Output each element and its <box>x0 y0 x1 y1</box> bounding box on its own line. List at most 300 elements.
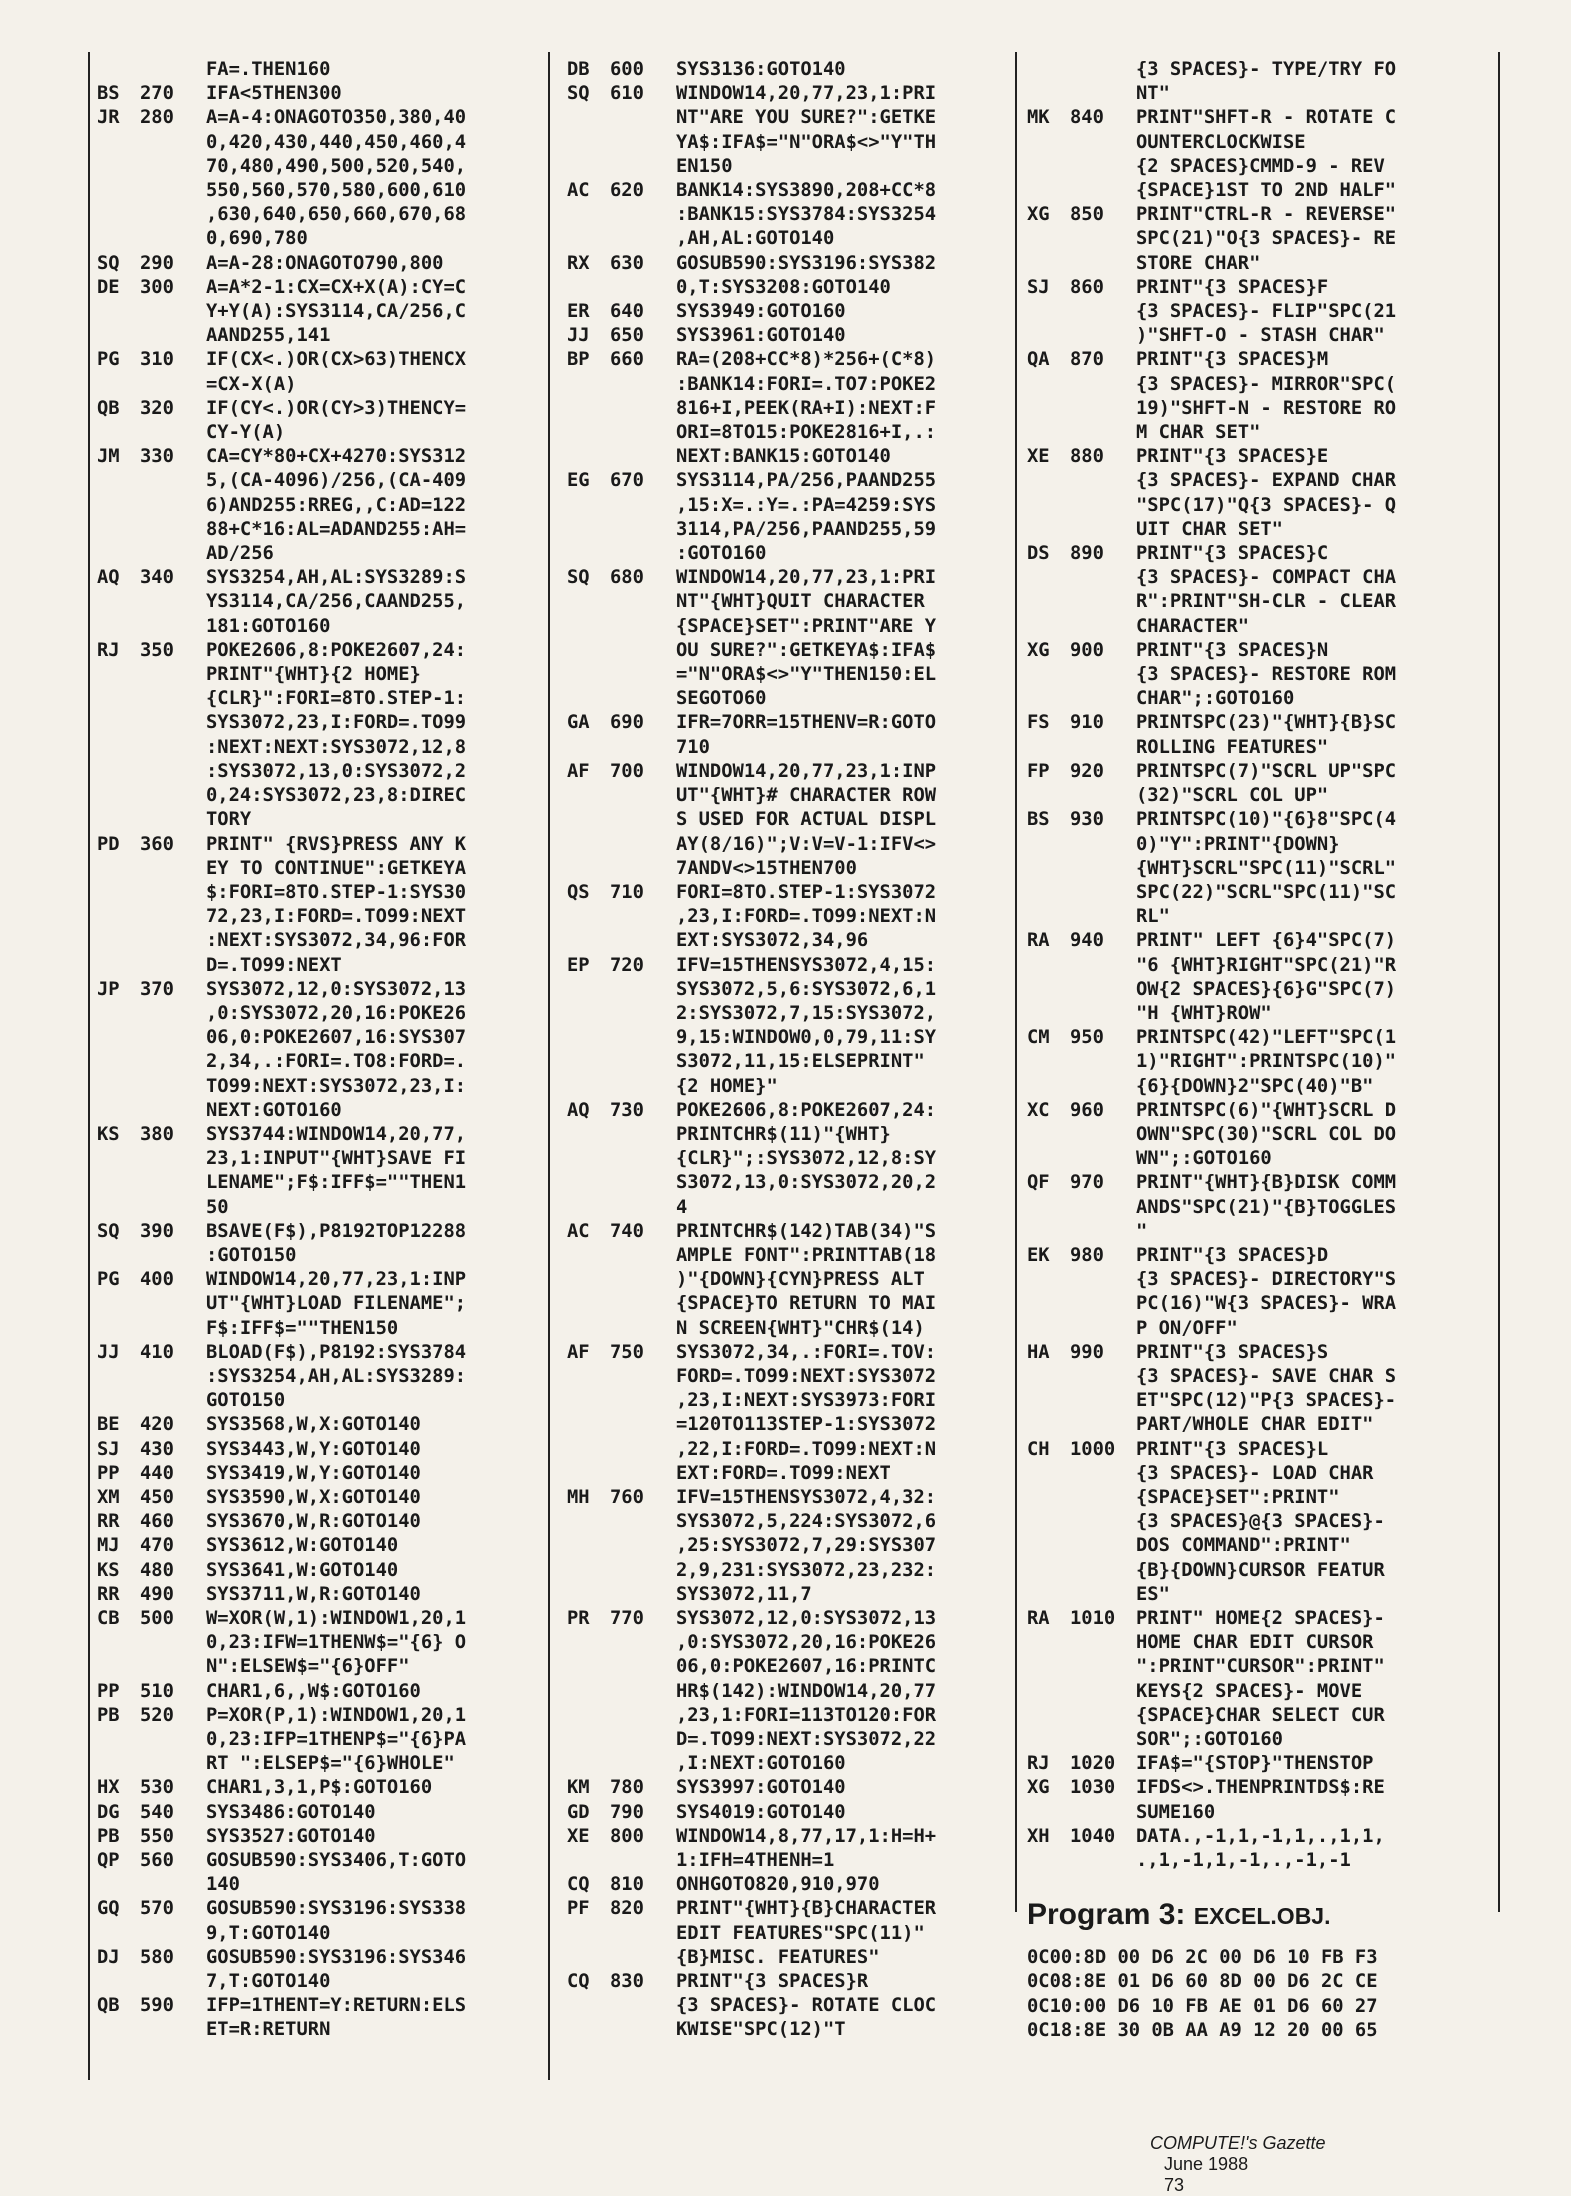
checksum <box>1027 1680 1070 1704</box>
line-number <box>610 542 676 566</box>
checksum: BS <box>1027 809 1050 831</box>
code-text: WN";:GOTO160 <box>1136 1148 1272 1170</box>
line-number <box>610 1292 676 1316</box>
listing-line <box>567 760 1007 784</box>
line-number: 910 <box>1070 712 1104 734</box>
line-number: 990 <box>1070 1341 1104 1363</box>
line-number <box>1070 1050 1136 1074</box>
listing-line <box>1027 542 1497 566</box>
listing-line <box>1027 469 1497 493</box>
line-number <box>610 978 676 1002</box>
code-text: 72,23,I:FORD=.TO99:NEXT <box>206 906 467 928</box>
code-text: SYS3568,W,X:GOTO140 <box>206 1414 421 1436</box>
checksum <box>97 542 140 566</box>
code-text: FA=.THEN160 <box>206 59 331 80</box>
checksum <box>97 1970 140 1994</box>
code-text: NEXT:GOTO160 <box>206 1099 342 1121</box>
line-number: 630 <box>610 252 644 274</box>
listing-line <box>1027 324 1497 348</box>
checksum <box>97 929 140 953</box>
line-number <box>610 397 676 421</box>
listing-line <box>97 348 537 372</box>
listing-line <box>97 1147 537 1171</box>
code-text: {3 SPACES}- LOAD CHAR <box>1136 1462 1374 1484</box>
page-footer <box>1140 2112 1326 2196</box>
line-number: 800 <box>610 1825 644 1847</box>
code-text: GOSUB590:SYS3196:SYS346 <box>206 1946 467 1968</box>
listing-line <box>97 1171 537 1195</box>
checksum <box>97 1752 140 1776</box>
code-text: {SPACE}TO RETURN TO MAI <box>676 1293 937 1315</box>
checksum: RA <box>1027 1608 1050 1629</box>
listing-line <box>567 1147 1007 1171</box>
listing-line <box>97 421 537 445</box>
checksum <box>1027 1002 1070 1026</box>
code-text: )"{DOWN}{CYN}PRESS ALT <box>676 1269 925 1291</box>
issue-date: June 1988 <box>1164 2154 1249 2174</box>
listing-line <box>567 131 1007 155</box>
code-text: SYS3997:GOTO140 <box>676 1777 846 1799</box>
code-text: WINDOW14,20,77,23,1:INP <box>206 1269 467 1291</box>
listing-line <box>1027 1341 1497 1365</box>
listing-line <box>97 1510 537 1534</box>
listing-line <box>97 1050 537 1074</box>
line-number <box>140 1752 206 1776</box>
listing-line <box>567 1559 1007 1583</box>
checksum <box>1027 1389 1070 1413</box>
checksum <box>567 1655 610 1679</box>
line-number <box>140 687 206 711</box>
line-number <box>610 445 676 469</box>
code-text: ,15:X=.:Y=.:PA=4259:SYS <box>676 494 937 516</box>
line-number <box>1070 615 1136 639</box>
listing-line <box>567 1413 1007 1437</box>
code-text: NT" <box>1136 83 1170 105</box>
code-text: SYS3072,23,I:FORD=.TO99 <box>206 712 467 734</box>
line-number <box>1070 1801 1136 1825</box>
code-text: CA=CY*80+CX+4270:SYS312 <box>206 446 467 468</box>
checksum <box>567 1026 610 1050</box>
checksum <box>1027 881 1070 905</box>
checksum <box>1027 784 1070 808</box>
checksum <box>1027 1583 1070 1607</box>
checksum <box>97 857 140 881</box>
listing-line <box>1027 1462 1497 1486</box>
code-text: 5,(CA-4096)/256,(CA-409 <box>206 470 467 492</box>
listing-line <box>97 1341 537 1365</box>
listing-line <box>1027 1825 1497 1849</box>
listing-line <box>567 324 1007 348</box>
listing-line <box>1027 736 1497 760</box>
code-text: "H {WHT}ROW" <box>1136 1002 1272 1024</box>
line-number <box>140 1244 206 1268</box>
listing-line <box>567 1171 1007 1195</box>
checksum <box>97 373 140 397</box>
code-text: {B}MISC. FEATURES" <box>676 1946 880 1968</box>
line-number <box>1070 1704 1136 1728</box>
code-text: IFR=7ORR=15THENV=R:GOTO <box>676 712 937 734</box>
listing-line <box>97 324 537 348</box>
listing-line <box>1027 615 1497 639</box>
code-text: SYS3072,12,0:SYS3072,13 <box>206 978 467 1000</box>
line-number: 590 <box>140 1995 174 2017</box>
line-number <box>140 542 206 566</box>
line-number <box>1070 82 1136 106</box>
checksum <box>567 1196 610 1220</box>
code-text: LENAME";F$:IFF$=""THEN1 <box>206 1172 467 1194</box>
listing-line <box>1027 1244 1497 1268</box>
code-text: PRINT" HOME{2 SPACES}- <box>1136 1608 1385 1629</box>
line-number <box>140 1099 206 1123</box>
line-number: 870 <box>1070 349 1104 371</box>
checksum <box>1027 566 1070 590</box>
code-text: M CHAR SET" <box>1136 422 1261 444</box>
code-text: {3 SPACES}- FLIP"SPC(21 <box>1136 301 1397 323</box>
checksum <box>567 808 610 832</box>
listing-line <box>567 711 1007 735</box>
line-number <box>1070 566 1136 590</box>
checksum: EP <box>567 954 590 976</box>
code-text: A=A-4:ONAGOTO350,380,40 <box>206 107 467 129</box>
code-text: PRINT" {RVS}PRESS ANY K <box>206 833 467 855</box>
checksum <box>567 494 610 518</box>
code-text: SPC(21)"O{3 SPACES}- RE <box>1136 228 1397 250</box>
checksum <box>97 1026 140 1050</box>
code-text: =120TO113STEP-1:SYS3072 <box>676 1414 937 1436</box>
checksum <box>1027 833 1070 857</box>
line-number: 890 <box>1070 543 1104 565</box>
code-text: ,0:SYS3072,20,16:POKE26 <box>206 1002 467 1024</box>
line-number: 700 <box>610 760 644 782</box>
code-text: UIT CHAR SET" <box>1136 518 1283 540</box>
checksum <box>567 373 610 397</box>
checksum <box>567 905 610 929</box>
code-text: SYS3136:GOTO140 <box>676 59 846 80</box>
code-text: 06,0:POKE2607,16:PRINTC <box>676 1656 937 1678</box>
listing-line <box>567 615 1007 639</box>
checksum: AF <box>567 760 590 782</box>
checksum <box>567 1438 610 1462</box>
code-text: RT ":ELSEP$="{6}WHOLE" <box>206 1753 455 1775</box>
listing-line <box>1027 590 1497 614</box>
code-text: PRINT"{WHT}{B}DISK COMM <box>1136 1172 1397 1194</box>
line-number <box>140 929 206 953</box>
code-text: ORI=8TO15:POKE2816+I,.: <box>676 422 937 444</box>
line-number <box>610 106 676 130</box>
line-number <box>1070 518 1136 542</box>
line-number: 510 <box>140 1680 174 1702</box>
line-number <box>610 1438 676 1462</box>
code-text: " <box>1136 1220 1148 1242</box>
code-text: HR$(142):WINDOW14,20,77 <box>676 1680 937 1702</box>
page-number: 73 <box>1164 2175 1185 2195</box>
checksum <box>567 1050 610 1074</box>
checksum <box>97 881 140 905</box>
line-number <box>1070 1486 1136 1510</box>
line-number: 720 <box>610 954 644 976</box>
line-number: 340 <box>140 567 174 589</box>
listing-line <box>567 494 1007 518</box>
listing-line <box>567 179 1007 203</box>
line-number <box>610 784 676 808</box>
checksum: XE <box>1027 446 1050 468</box>
line-number: 760 <box>610 1486 644 1508</box>
code-text: PRINT"{3 SPACES}M <box>1136 349 1329 371</box>
line-number <box>1070 131 1136 155</box>
listing-line <box>97 1801 537 1825</box>
line-number <box>610 833 676 857</box>
line-number: 1000 <box>1070 1438 1116 1460</box>
line-number <box>610 1365 676 1389</box>
line-number <box>610 1317 676 1341</box>
checksum <box>1027 421 1070 445</box>
line-number <box>140 1317 206 1341</box>
listing-line <box>567 1099 1007 1123</box>
line-number <box>610 1147 676 1171</box>
line-number <box>1070 736 1136 760</box>
listing-line <box>1027 566 1497 590</box>
code-text: GOSUB590:SYS3196:SYS338 <box>206 1898 467 1920</box>
code-text: {6}{DOWN}2"SPC(40)"B" <box>1136 1075 1374 1097</box>
listing-line <box>97 1655 537 1679</box>
checksum <box>567 397 610 421</box>
checksum <box>567 615 610 639</box>
code-text: :SYS3254,AH,AL:SYS3289: <box>206 1365 467 1387</box>
code-text: {SPACE}SET":PRINT"ARE Y <box>676 615 937 637</box>
listing-line <box>97 203 537 227</box>
code-text: 0,690,780 <box>206 228 308 250</box>
checksum: SQ <box>97 1220 120 1242</box>
code-text: POKE2606,8:POKE2607,24: <box>676 1099 937 1121</box>
listing-line <box>567 1244 1007 1268</box>
code-text: PART/WHOLE CHAR EDIT" <box>1136 1414 1374 1436</box>
checksum <box>567 276 610 300</box>
listing-line <box>97 1292 537 1316</box>
checksum: SJ <box>1027 276 1050 298</box>
code-text: {SPACE}SET":PRINT" <box>1136 1486 1340 1508</box>
checksum <box>97 300 140 324</box>
checksum <box>567 131 610 155</box>
code-text: SYS3072,12,0:SYS3072,13 <box>676 1608 937 1629</box>
code-text: SOR";:GOTO160 <box>1136 1729 1283 1751</box>
line-number <box>140 784 206 808</box>
code-text: PRINTCHR$(142)TAB(34)"S <box>676 1220 937 1242</box>
line-number <box>610 203 676 227</box>
magazine-name: COMPUTE!'s Gazette <box>1150 2133 1326 2153</box>
listing-line <box>97 615 537 639</box>
listing-line <box>567 373 1007 397</box>
code-text: NT"ARE YOU SURE?":GETKE <box>676 107 937 129</box>
checksum <box>97 155 140 179</box>
listing-line <box>567 1922 1007 1946</box>
code-text: 9,T:GOTO140 <box>206 1922 331 1944</box>
checksum <box>97 58 140 82</box>
line-number <box>140 1389 206 1413</box>
checksum <box>1027 1728 1070 1752</box>
code-text: PRINT"{3 SPACES}F <box>1136 276 1329 298</box>
checksum: KS <box>97 1559 120 1581</box>
code-text: IFDS<>.THENPRINTDS$:RE <box>1136 1777 1385 1799</box>
line-number: 540 <box>140 1801 174 1823</box>
checksum: FS <box>1027 712 1050 734</box>
checksum <box>1027 155 1070 179</box>
listing-line <box>567 421 1007 445</box>
code-text: NEXT:BANK15:GOTO140 <box>676 446 891 468</box>
line-number <box>140 1873 206 1897</box>
code-text: 1:IFH=4THENH=1 <box>676 1850 835 1872</box>
line-number: 360 <box>140 833 174 855</box>
listing-line <box>97 227 537 251</box>
line-number <box>1070 227 1136 251</box>
listing-line <box>1027 663 1497 687</box>
hex-line: 0C10:00 D6 10 FB AE 01 D6 60 27 <box>1027 1995 1378 2017</box>
code-text: 181:GOTO160 <box>206 615 331 637</box>
line-number <box>1070 469 1136 493</box>
checksum <box>567 1680 610 1704</box>
line-number <box>610 736 676 760</box>
line-number <box>610 1026 676 1050</box>
line-number <box>140 881 206 905</box>
listing-line <box>97 1268 537 1292</box>
line-number <box>1070 905 1136 929</box>
code-text: OW{2 SPACES}{6}G"SPC(7) <box>1136 978 1397 1000</box>
code-text: S3072,13,0:SYS3072,20,2 <box>676 1172 937 1194</box>
listing-line <box>97 954 537 978</box>
checksum <box>1027 227 1070 251</box>
checksum: XG <box>1027 204 1050 226</box>
checksum <box>1027 1559 1070 1583</box>
checksum <box>1027 1196 1070 1220</box>
line-number <box>1070 494 1136 518</box>
code-text: PRINT"{3 SPACES}N <box>1136 639 1329 661</box>
checksum <box>97 808 140 832</box>
checksum <box>1027 1655 1070 1679</box>
code-text: .,1,-1,1,-1,.,-1,-1 <box>1136 1850 1351 1872</box>
code-text: TORY <box>206 809 252 831</box>
checksum <box>1027 1486 1070 1510</box>
checksum <box>1027 1510 1070 1534</box>
listing-line <box>97 1002 537 1026</box>
code-text: WINDOW14,20,77,23,1:PRI <box>676 83 937 105</box>
code-text: ET=R:RETURN <box>206 2019 331 2041</box>
code-text: DOS COMMAND":PRINT" <box>1136 1535 1351 1557</box>
code-text: PRINTSPC(6)"{WHT}SCRL D <box>1136 1099 1397 1121</box>
code-text: ,23,I:NEXT:SYS3973:FORI <box>676 1390 937 1412</box>
listing-line <box>567 736 1007 760</box>
code-text: AY(8/16)";V:V=V-1:IFV<> <box>676 833 937 855</box>
code-text: SYS3590,W,X:GOTO140 <box>206 1486 421 1508</box>
checksum <box>567 2018 610 2042</box>
code-text: PRINTSPC(7)"SCRL UP"SPC <box>1136 760 1397 782</box>
listing-line <box>567 663 1007 687</box>
line-number <box>1070 1728 1136 1752</box>
code-text: SYS3744:WINDOW14,20,77, <box>206 1123 467 1145</box>
listing-line <box>567 1292 1007 1316</box>
checksum <box>1027 905 1070 929</box>
listing-line <box>97 373 537 397</box>
code-text: 19)"SHFT-N - RESTORE RO <box>1136 397 1397 419</box>
line-number <box>1070 881 1136 905</box>
listing-line <box>1027 106 1497 130</box>
listing-line <box>97 1244 537 1268</box>
line-number: 390 <box>140 1220 174 1242</box>
code-text: 0,420,430,440,450,460,4 <box>206 131 467 153</box>
line-number <box>1070 1389 1136 1413</box>
checksum <box>1027 1123 1070 1147</box>
listing-line <box>1027 1026 1497 1050</box>
checksum <box>1027 1365 1070 1389</box>
program-3-title: Program 3: <box>1027 1898 1186 1932</box>
checksum: DE <box>97 276 120 298</box>
listing-line <box>1027 1365 1497 1389</box>
line-number: 730 <box>610 1099 644 1121</box>
code-text: CHARACTER" <box>1136 615 1250 637</box>
code-text: OUNTERCLOCKWISE <box>1136 131 1306 153</box>
checksum <box>97 1631 140 1655</box>
checksum: CB <box>97 1608 120 1629</box>
line-number <box>140 1631 206 1655</box>
listing-line <box>567 1462 1007 1486</box>
checksum <box>567 1752 610 1776</box>
checksum <box>97 784 140 808</box>
listing-line <box>1027 1196 1497 1220</box>
listing-line <box>1027 494 1497 518</box>
listing-line <box>97 82 537 106</box>
code-text: WINDOW14,8,77,17,1:H=H+ <box>676 1825 937 1847</box>
checksum <box>97 1002 140 1026</box>
code-text: {CLR}";:SYS3072,12,8:SY <box>676 1148 937 1170</box>
line-number <box>610 1413 676 1437</box>
checksum <box>97 1365 140 1389</box>
line-number: 520 <box>140 1704 174 1726</box>
hex-line: 0C00:8D 00 D6 2C 00 D6 10 FB F3 <box>1027 1947 1378 1969</box>
code-text: SYS3114,PA/256,PAAND255 <box>676 470 937 492</box>
line-number <box>140 1365 206 1389</box>
checksum <box>97 494 140 518</box>
line-number <box>610 1922 676 1946</box>
listing-line <box>97 1583 537 1607</box>
checksum <box>567 833 610 857</box>
listing-column-3 <box>1027 58 1497 2043</box>
line-number <box>1070 1510 1136 1534</box>
checksum: PF <box>567 1898 590 1920</box>
line-number <box>140 1147 206 1171</box>
line-number: 280 <box>140 107 174 129</box>
line-number: 790 <box>610 1801 644 1823</box>
checksum <box>97 1922 140 1946</box>
code-text: 816+I,PEEK(RA+I):NEXT:F <box>676 397 937 419</box>
checksum: PB <box>97 1825 120 1847</box>
code-text: ROLLING FEATURES" <box>1136 736 1329 758</box>
checksum <box>1027 1704 1070 1728</box>
line-number: 750 <box>610 1341 644 1363</box>
line-number <box>1070 1631 1136 1655</box>
code-text: OU SURE?":GETKEYA$:IFA$ <box>676 639 937 661</box>
code-text: POKE2606,8:POKE2607,24: <box>206 639 467 661</box>
listing-line <box>97 808 537 832</box>
program-3-subtitle: EXCEL.OBJ. <box>1193 1903 1331 1930</box>
checksum <box>97 1873 140 1897</box>
code-text: :BANK14:FORI=.TO7:POKE2 <box>676 373 937 395</box>
line-number <box>1070 155 1136 179</box>
checksum: PD <box>97 833 120 855</box>
code-text: DATA.,-1,1,-1,1,.,1,1, <box>1136 1825 1385 1847</box>
code-text: SYS4019:GOTO140 <box>676 1801 846 1823</box>
code-text: ,23,I:FORD=.TO99:NEXT:N <box>676 906 937 928</box>
code-text: KEYS{2 SPACES}- MOVE <box>1136 1680 1363 1702</box>
listing-line <box>567 82 1007 106</box>
code-text: SYS3072,5,224:SYS3072,6 <box>676 1511 937 1533</box>
